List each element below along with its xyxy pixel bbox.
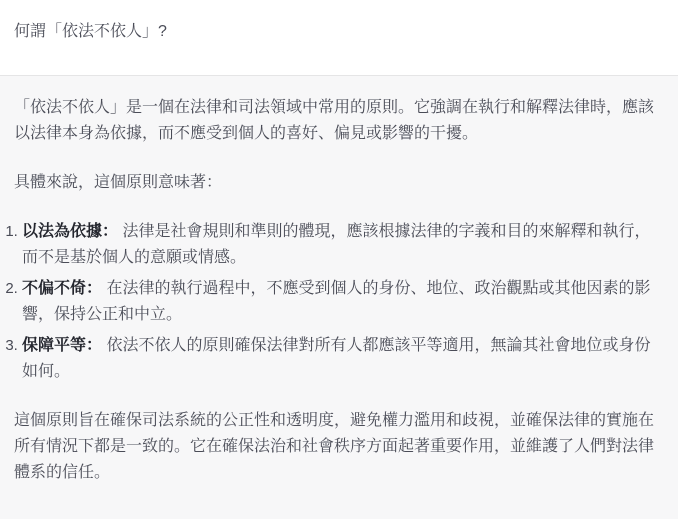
list-item-principle-3 [22, 333, 662, 385]
principles-ordered-list [14, 219, 662, 385]
assistant-lead-in-paragraph: 具體來說，這個原則意味著： [14, 174, 223, 191]
principle-1-description: 法律是社會規則和準則的體現，應該根據法律的字義和目的來解釋和執行，而不是基於個人的意願或情感。 [22, 223, 651, 266]
list-item-principle-1 [22, 219, 662, 271]
user-question-text: 何謂「依法不依人」? [14, 23, 167, 40]
principle-1-term: 以法為依據： [22, 223, 119, 240]
principle-3-term: 保障平等： [22, 337, 103, 354]
assistant-conclusion-paragraph: 這個原則旨在確保司法系統的公正性和透明度，避免權力濫用和歧視，並確保法律的實施在所有情況下都是一致的。它在確保法治和社會秩序方面起著重要作用，並維護了人們對法律體系的信任。 [14, 412, 655, 481]
assistant-message [0, 75, 678, 519]
list-item-principle-2 [22, 276, 662, 328]
principle-3-description: 依法不依人的原則確保法律對所有人都應該平等適用，無論其社會地位或身份如何。 [22, 337, 651, 380]
user-message [0, 0, 678, 75]
assistant-intro-paragraph: 「依法不依人」是一個在法律和司法領域中常用的原則。它強調在執行和解釋法律時，應該以法律本身為依據，而不應受到個人的喜好、偏見或影響的干擾。 [14, 99, 655, 142]
principle-2-term: 不偏不倚： [22, 280, 103, 297]
principle-2-description: 在法律的執行過程中，不應受到個人的身份、地位、政治觀點或其他因素的影響，保持公正和中立。 [22, 280, 651, 323]
